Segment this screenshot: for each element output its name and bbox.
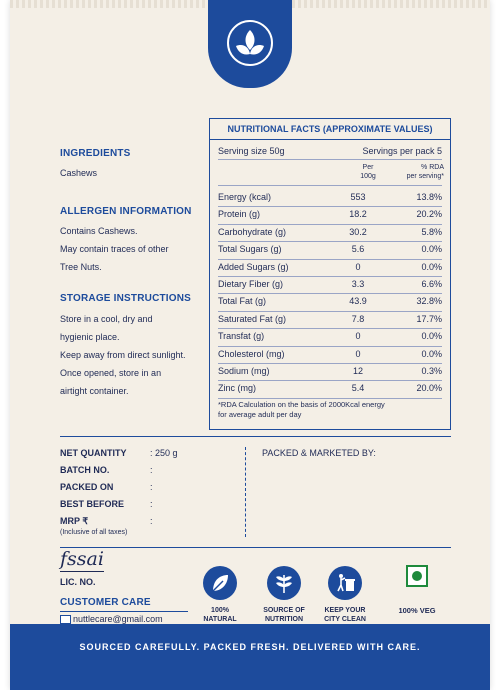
- nutrient-per-100g: 553: [350, 192, 366, 202]
- rda-footnote: *RDA Calculation on the basis of 2000Kcal energy: [218, 400, 385, 409]
- nutrient-per-100g: 0: [355, 331, 361, 342]
- nutrient-per-100g: 0: [355, 261, 361, 272]
- mrp-tax-note: (Inclusive of all taxes): [60, 529, 128, 536]
- nutrient-per-100g: 7.8: [351, 313, 365, 324]
- row-divider: [218, 241, 442, 242]
- ingredients-text: Cashews: [60, 168, 98, 178]
- row-divider: [218, 398, 442, 399]
- badge-line: SOURCE OF: [263, 607, 305, 614]
- badge-line: KEEP YOUR: [324, 607, 366, 614]
- nutrient-rda: 0.0%: [421, 348, 442, 359]
- badge-line: CITY CLEAN: [324, 616, 366, 623]
- packed-on-value: :: [150, 482, 153, 492]
- divider: [218, 159, 442, 160]
- email-icon: [60, 615, 71, 624]
- box-divider: [245, 447, 246, 537]
- row-divider: [218, 206, 442, 207]
- badge-clean-city-label: [305, 606, 385, 624]
- storage-line: hygienic place.: [60, 332, 120, 342]
- storage-text: [60, 310, 186, 400]
- fssai-logo: fssai: [60, 548, 104, 570]
- nutrient-rda: 20.2%: [416, 209, 442, 220]
- badge-line: 100%: [211, 607, 229, 614]
- batch-details-box: [60, 436, 451, 548]
- allergen-line: May contain traces of other: [60, 244, 169, 254]
- mrp-value: :: [150, 516, 153, 526]
- nutrient-rda: 13.8%: [416, 192, 442, 202]
- nutrient-name: Energy (kcal): [218, 192, 272, 202]
- customer-care-title: CUSTOMER CARE: [60, 597, 151, 608]
- nutrient-rda: 6.6%: [421, 279, 442, 289]
- col-header-rda-serving: per serving*: [406, 173, 444, 180]
- col-header-per: Per: [362, 164, 374, 171]
- nutrient-per-100g: 5.6: [351, 244, 365, 255]
- storage-line: Store in a cool, dry and: [60, 314, 153, 324]
- best-before-label: BEST BEFORE: [60, 499, 125, 509]
- allergen-line: Tree Nuts.: [60, 262, 102, 272]
- nutrient-per-100g: 3.3: [351, 279, 365, 289]
- product-pack-back: [10, 0, 490, 690]
- packed-marketed-by: PACKED & MARKETED BY:: [262, 448, 376, 458]
- packed-on-label: PACKED ON: [60, 482, 114, 492]
- customer-care-email[interactable]: nuttlecare@gmail.com: [73, 614, 163, 624]
- nutrient-rda: 0.0%: [421, 331, 442, 342]
- nutrient-rda: 17.7%: [416, 313, 442, 324]
- nutrient-name: Cholesterol (mg): [218, 348, 285, 359]
- storage-line: airtight container.: [60, 386, 129, 396]
- storage-line: Once opened, store in an: [60, 368, 162, 378]
- row-divider: [218, 363, 442, 364]
- nutrient-per-100g: 43.9: [349, 296, 367, 307]
- allergen-title: ALLERGEN INFORMATION: [60, 206, 192, 217]
- leaf-icon: [203, 566, 237, 600]
- nutrient-rda: 0.0%: [421, 244, 442, 255]
- nutrient-name: Dietary Fiber (g): [218, 279, 284, 289]
- nutrient-rda: 0.3%: [421, 366, 442, 376]
- row-divider: [218, 224, 442, 225]
- ingredients-title: INGREDIENTS: [60, 148, 131, 159]
- leaf-logo-icon: [225, 18, 275, 68]
- nutrient-rda: 5.8%: [421, 226, 442, 237]
- row-divider: [218, 380, 442, 381]
- fssai-lic-no: LIC. NO.: [60, 577, 96, 587]
- allergen-line: Contains Cashews.: [60, 226, 138, 236]
- badge-nutrition: [267, 566, 301, 600]
- nutrition-title: NUTRITIONAL FACTS (APPROXIMATE VALUES): [210, 119, 450, 140]
- nutrient-per-100g: 30.2: [349, 226, 367, 237]
- nutrient-name: Zinc (mg): [218, 383, 256, 394]
- badge-natural: [203, 566, 237, 600]
- servings-per-pack: Servings per pack 5: [362, 146, 442, 156]
- divider: [218, 185, 442, 186]
- badge-line: NATURAL: [203, 616, 237, 623]
- veg-symbol-icon: [406, 565, 428, 587]
- sprout-icon: [267, 566, 301, 600]
- row-divider: [218, 293, 442, 294]
- best-before-value: :: [150, 499, 153, 509]
- footer-band: [10, 624, 490, 690]
- row-divider: [218, 259, 442, 260]
- customer-care-underline: [60, 611, 188, 612]
- row-divider: [218, 311, 442, 312]
- brand-top-band: [208, 0, 292, 88]
- row-divider: [218, 346, 442, 347]
- storage-title: STORAGE INSTRUCTIONS: [60, 293, 192, 304]
- batch-no-label: BATCH NO.: [60, 465, 110, 475]
- nutrient-name: Saturated Fat (g): [218, 313, 287, 324]
- nutrient-rda: 20.0%: [416, 383, 442, 394]
- footer-tagline: SOURCED CAREFULLY. PACKED FRESH. DELIVERED WITH CARE.: [79, 642, 421, 652]
- badge-clean-city: [328, 566, 362, 600]
- nutrient-name: Total Sugars (g): [218, 244, 282, 255]
- row-divider: [218, 276, 442, 277]
- allergen-text: [60, 222, 169, 276]
- net-quantity-label: NET QUANTITY: [60, 448, 127, 458]
- rda-footnote-2: for average adult per day: [218, 410, 302, 419]
- mrp-label: MRP ₹: [60, 516, 89, 526]
- nutrient-per-100g: 5.4: [351, 383, 365, 394]
- storage-line: Keep away from direct sunlight.: [60, 350, 186, 360]
- col-header-100g: 100g: [360, 173, 376, 180]
- nutrient-rda: 32.8%: [416, 296, 442, 307]
- badge-line: NUTRITION: [264, 616, 304, 623]
- nutrition-facts-table: [209, 118, 451, 430]
- fssai-underline: [60, 571, 104, 572]
- recycle-bin-icon: [328, 566, 362, 600]
- veg-label: 100% VEG: [398, 606, 436, 615]
- nutrient-rda: 0.0%: [421, 261, 442, 272]
- row-divider: [218, 328, 442, 329]
- nutrient-name: Transfat (g): [218, 331, 265, 342]
- serving-size: Serving size 50g: [218, 146, 285, 156]
- nutrient-name: Carbohydrate (g): [218, 226, 287, 237]
- nutrient-per-100g: 12: [352, 366, 363, 376]
- nutrient-per-100g: 0: [355, 348, 361, 359]
- nutrient-name: Protein (g): [218, 209, 261, 220]
- batch-no-value: :: [150, 465, 153, 475]
- nutrient-per-100g: 18.2: [349, 209, 367, 220]
- col-header-rda: % RDA: [421, 164, 444, 171]
- net-quantity-value: : 250 g: [150, 448, 178, 458]
- nutrient-name: Sodium (mg): [218, 366, 270, 376]
- nutrient-name: Total Fat (g): [218, 296, 267, 307]
- nutrient-name: Added Sugars (g): [218, 261, 289, 272]
